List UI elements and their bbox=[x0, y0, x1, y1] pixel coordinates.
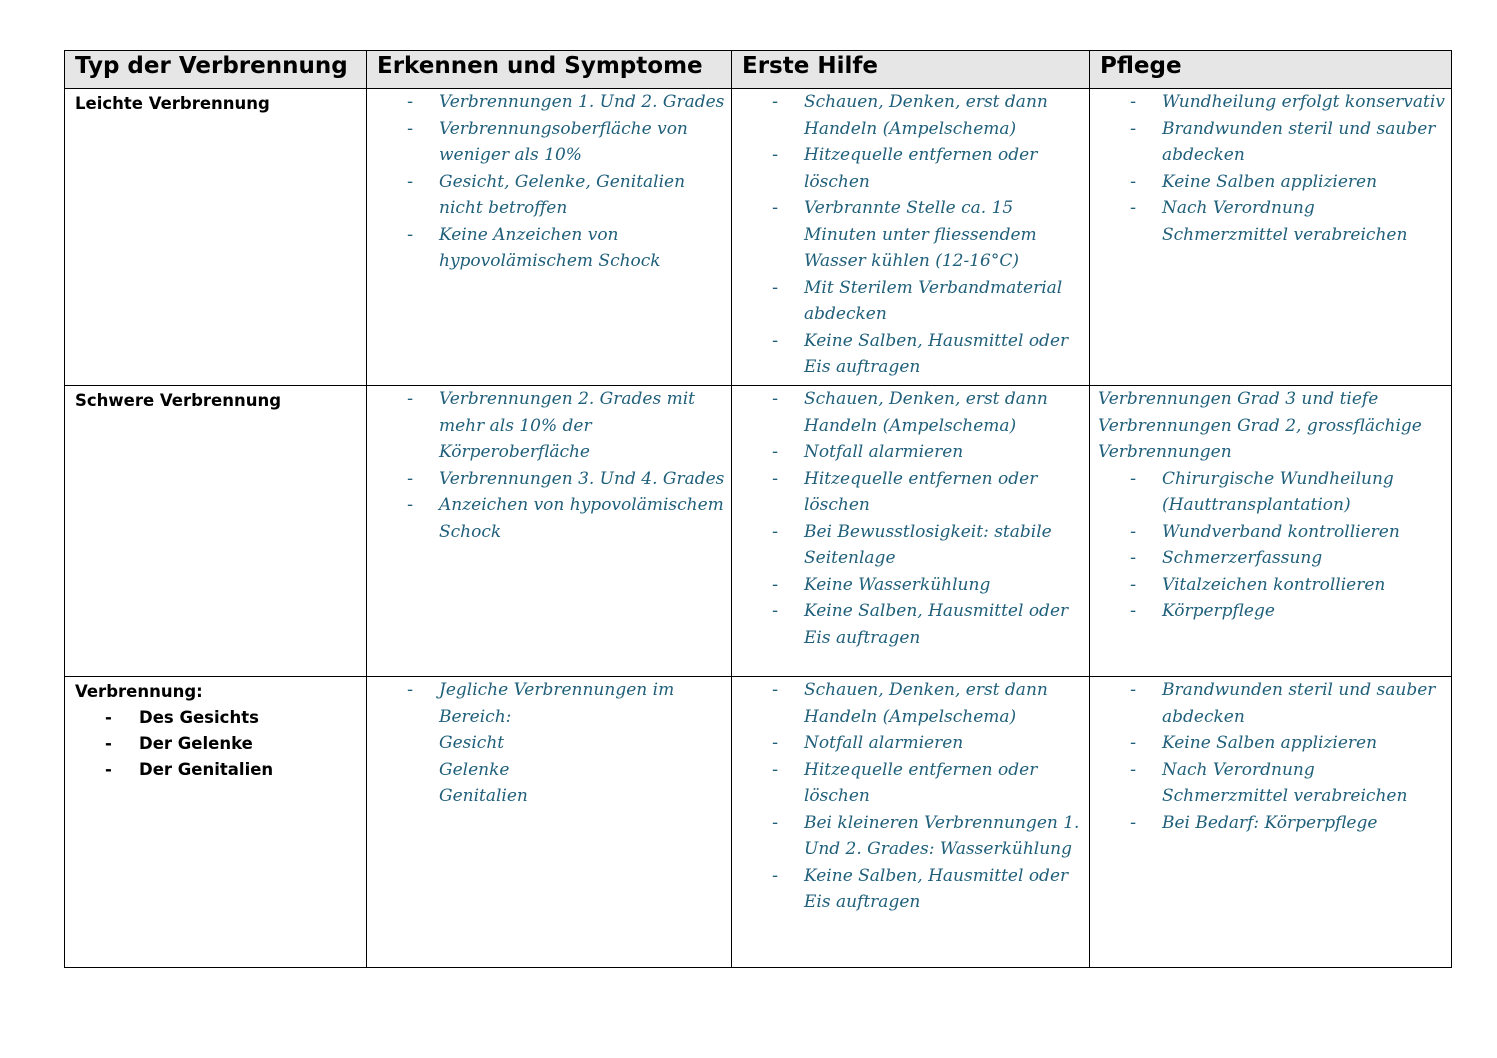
cell-typ bbox=[65, 386, 367, 677]
typ-list-item: - Des Gesichts bbox=[75, 705, 356, 731]
list-item: - Verbrennungen 1. Und 2. Grades bbox=[367, 89, 725, 116]
cell-typ bbox=[65, 89, 367, 386]
list-item: - Schauen, Denken, erst dann Handeln (Ampelschema) bbox=[732, 89, 1083, 142]
list-item: - Verbrennungen 2. Grades mit mehr als 10% der Körperoberfläche bbox=[367, 386, 725, 466]
cell-typ bbox=[65, 677, 367, 968]
typ-label: Leichte Verbrennung bbox=[75, 94, 270, 113]
list-item: - Jegliche Verbrennungen im Bereich: bbox=[367, 677, 725, 730]
list-item: - Brandwunden steril und sauber abdecken bbox=[1090, 677, 1445, 730]
list-item: - Bei Bedarf: Körperpflege bbox=[1090, 810, 1445, 837]
list-item: - Nach Verordnung Schmerzmittel verabreichen bbox=[1090, 757, 1445, 810]
pflege-intro: Verbrennungen Grad 3 und tiefe Verbrennungen Grad 2, grossflächige Verbrennungen bbox=[1098, 389, 1422, 462]
list-item: - Keine Salben, Hausmittel oder Eis auftragen bbox=[732, 328, 1083, 381]
cell-erkennen bbox=[367, 89, 732, 386]
burn-treatment-table bbox=[64, 50, 1452, 968]
list-item: - Hitzequelle entfernen oder löschen bbox=[732, 142, 1083, 195]
list-item: - Anzeichen von hypovolämischem Schock bbox=[367, 492, 725, 545]
header-row bbox=[65, 51, 1452, 89]
cell-pflege bbox=[1090, 89, 1452, 386]
header-erste-hilfe: Erste Hilfe bbox=[732, 51, 1090, 89]
typ-list-item: - Der Genitalien bbox=[75, 757, 356, 783]
table-row bbox=[65, 677, 1452, 968]
list-item: - Verbrannte Stelle ca. 15 Minuten unter fliessendem Wasser kühlen (12-16°C) bbox=[732, 195, 1083, 275]
list-item: - Verbrennungsoberfläche von weniger als 10% bbox=[367, 116, 725, 169]
list-item: - Wundheilung erfolgt konservativ bbox=[1090, 89, 1445, 116]
list-item: - Bei kleineren Verbrennungen 1. Und 2. Grades: Wasserkühlung bbox=[732, 810, 1083, 863]
list-item: - Bei Bewusstlosigkeit: stabile Seitenlage bbox=[732, 519, 1083, 572]
cell-pflege bbox=[1090, 677, 1452, 968]
typ-label: Verbrennung: bbox=[75, 682, 203, 701]
cell-erste-hilfe bbox=[732, 386, 1090, 677]
sub-item: Gesicht bbox=[439, 733, 505, 753]
list-item: - Mit Sterilem Verbandmaterial abdecken bbox=[732, 275, 1083, 328]
header-pflege: Pflege bbox=[1090, 51, 1452, 89]
list-item: - Hitzequelle entfernen oder löschen bbox=[732, 757, 1083, 810]
cell-pflege bbox=[1090, 386, 1452, 677]
table-row bbox=[65, 386, 1452, 677]
list-item: - Hitzequelle entfernen oder löschen bbox=[732, 466, 1083, 519]
sub-item: Genitalien bbox=[439, 786, 528, 806]
typ-label: Schwere Verbrennung bbox=[75, 391, 282, 410]
cell-erste-hilfe bbox=[732, 89, 1090, 386]
typ-list-item: - Der Gelenke bbox=[75, 731, 356, 757]
list-item: - Schauen, Denken, erst dann Handeln (Ampelschema) bbox=[732, 386, 1083, 439]
document-page bbox=[64, 50, 1451, 968]
list-item: - Notfall alarmieren bbox=[732, 730, 1083, 757]
list-item: - Nach Verordnung Schmerzmittel verabreichen bbox=[1090, 195, 1445, 248]
list-item: - Vitalzeichen kontrollieren bbox=[1090, 572, 1445, 599]
header-typ: Typ der Verbrennung bbox=[65, 51, 367, 89]
list-item: - Gesicht, Gelenke, Genitalien nicht betroffen bbox=[367, 169, 725, 222]
list-item: - Keine Wasserkühlung bbox=[732, 572, 1083, 599]
list-item: - Keine Anzeichen von hypovolämischem Schock bbox=[367, 222, 725, 275]
list-item: - Chirurgische Wundheilung (Hauttransplantation) bbox=[1090, 466, 1445, 519]
list-item: - Keine Salben applizieren bbox=[1090, 169, 1445, 196]
header-erkennen: Erkennen und Symptome bbox=[367, 51, 732, 89]
list-item: - Notfall alarmieren bbox=[732, 439, 1083, 466]
list-item: - Keine Salben, Hausmittel oder Eis auftragen bbox=[732, 863, 1083, 916]
sub-item: Gelenke bbox=[439, 759, 510, 780]
cell-erste-hilfe bbox=[732, 677, 1090, 968]
list-item: - Schauen, Denken, erst dann Handeln (Ampelschema) bbox=[732, 677, 1083, 730]
cell-erkennen bbox=[367, 677, 732, 968]
list-item: - Keine Salben applizieren bbox=[1090, 730, 1445, 757]
table-row bbox=[65, 89, 1452, 386]
list-item: - Brandwunden steril und sauber abdecken bbox=[1090, 116, 1445, 169]
cell-erkennen bbox=[367, 386, 732, 677]
list-item: - Keine Salben, Hausmittel oder Eis auftragen bbox=[732, 598, 1083, 651]
list-item: - Körperpflege bbox=[1090, 598, 1445, 625]
list-item: - Schmerzerfassung bbox=[1090, 545, 1445, 572]
list-item: - Wundverband kontrollieren bbox=[1090, 519, 1445, 546]
list-item: - Verbrennungen 3. Und 4. Grades bbox=[367, 466, 725, 493]
